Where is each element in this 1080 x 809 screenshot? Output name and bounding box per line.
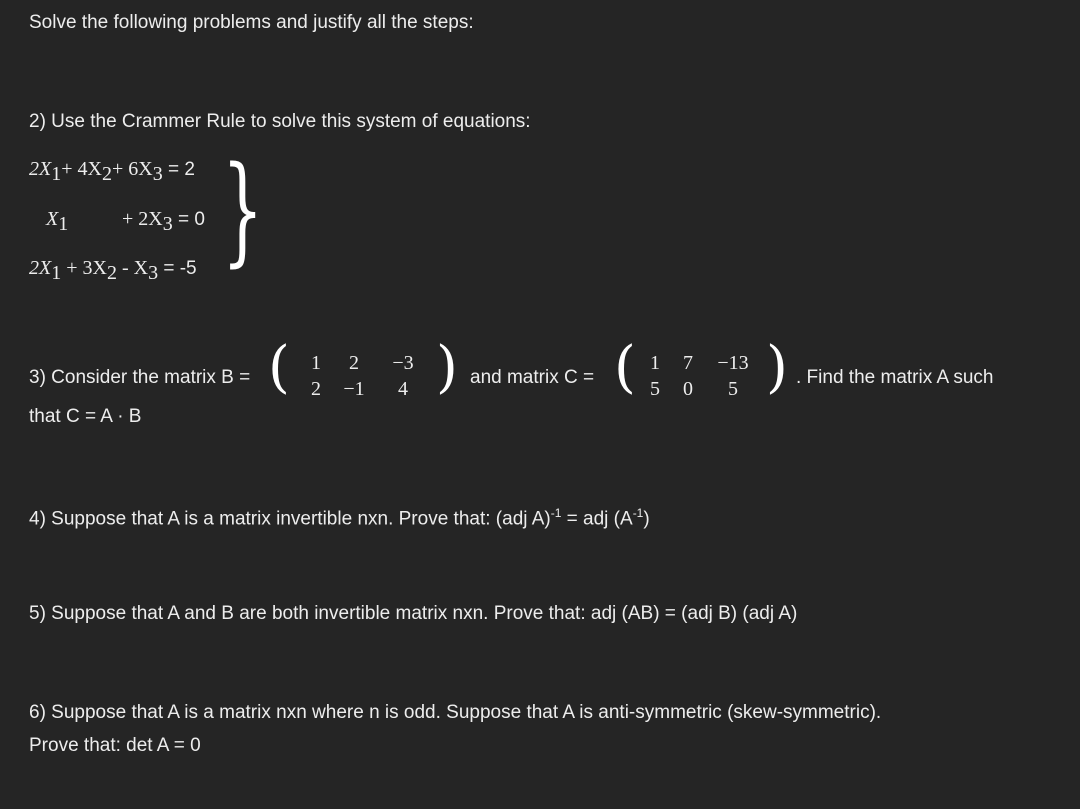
eq1-term2: + 4X	[61, 158, 102, 180]
instructions-heading: Solve the following problems and justify all the steps:	[29, 12, 474, 33]
matrix-c-left-paren: (	[614, 335, 636, 400]
matrix-b-cell: 2	[311, 378, 321, 400]
matrix-b-left-paren: (	[268, 335, 290, 400]
problem-5: 5) Suppose that A and B are both invertible matrix nxn. Prove that: adj (AB) = (adj B) (adj A)	[29, 603, 798, 624]
matrix-c-cell: 5	[728, 378, 738, 400]
eq3-sub1: 1	[51, 261, 62, 284]
matrix-c-row-1	[642, 352, 758, 375]
matrix-b-cell: 2	[349, 352, 359, 374]
eq3-sub3: 3	[148, 261, 159, 284]
matrix-b-cell: 1	[311, 352, 321, 374]
eq1-sub2: 2	[101, 162, 112, 185]
matrix-b-row-2	[302, 378, 428, 401]
system-right-brace: }	[222, 140, 264, 278]
eq3-term1: 2X	[29, 257, 52, 279]
matrix-c-right-paren: )	[766, 335, 788, 400]
problem-3-connector: and matrix C =	[470, 367, 595, 388]
problem-3-tail: . Find the matrix A such	[796, 367, 994, 388]
eq3-term2: + 3X	[61, 257, 107, 279]
matrix-b-cell: −1	[343, 378, 365, 400]
problem-4	[29, 506, 650, 530]
eq1-term1: 2X	[29, 158, 52, 180]
problem-4-end: )	[643, 508, 650, 530]
matrix-b-right-paren: )	[436, 335, 458, 400]
eq3-rhs: = -5	[158, 258, 197, 279]
equation-3	[29, 257, 197, 285]
matrix-c-cell: 7	[683, 352, 693, 374]
eq3-sub2: 2	[106, 261, 117, 284]
matrix-c-cell: −13	[717, 352, 749, 374]
eq1-sub1: 1	[51, 162, 62, 185]
problem-4-mid: = adj (A	[561, 508, 633, 530]
eq1-rhs: = 2	[162, 159, 195, 180]
matrix-b-cell: −3	[392, 352, 414, 374]
equation-1	[29, 158, 195, 186]
eq2-term3: + 2X	[122, 208, 163, 230]
equation-2-right	[122, 208, 205, 236]
problem-3-line-2: that C = A · B	[29, 406, 142, 427]
eq2-sub3: 3	[162, 212, 173, 235]
problem-3-lead: 3) Consider the matrix B =	[29, 367, 251, 388]
eq1-term3: + 6X	[111, 158, 153, 180]
problem-4-exponent-2: -1	[632, 506, 644, 520]
eq2-term1: X	[46, 208, 59, 230]
problem-4-exponent-1: -1	[550, 506, 562, 520]
matrix-c-row-2	[642, 378, 758, 401]
matrix-b-cell: 4	[398, 378, 408, 400]
problem-6-line-2: Prove that: det A = 0	[29, 735, 201, 756]
eq1-sub3: 3	[152, 162, 163, 185]
equation-2-left	[46, 208, 68, 236]
problem-2-title: 2) Use the Crammer Rule to solve this system of equations:	[29, 111, 531, 132]
eq3-term3: - X	[116, 257, 149, 279]
problem-6-line-1: 6) Suppose that A is a matrix nxn where n is odd. Suppose that A is anti-symmetric (skew-symmetric).	[29, 702, 882, 723]
matrix-c-cell: 0	[683, 378, 693, 400]
matrix-c-cell: 1	[650, 352, 660, 374]
matrix-c-cell: 5	[650, 378, 660, 400]
matrix-b-row-1	[302, 352, 428, 375]
eq2-rhs: = 0	[172, 209, 205, 230]
problem-4-text: 4) Suppose that A is a matrix invertible nxn. Prove that: (adj A)	[29, 508, 551, 530]
eq2-sub1: 1	[58, 212, 69, 235]
